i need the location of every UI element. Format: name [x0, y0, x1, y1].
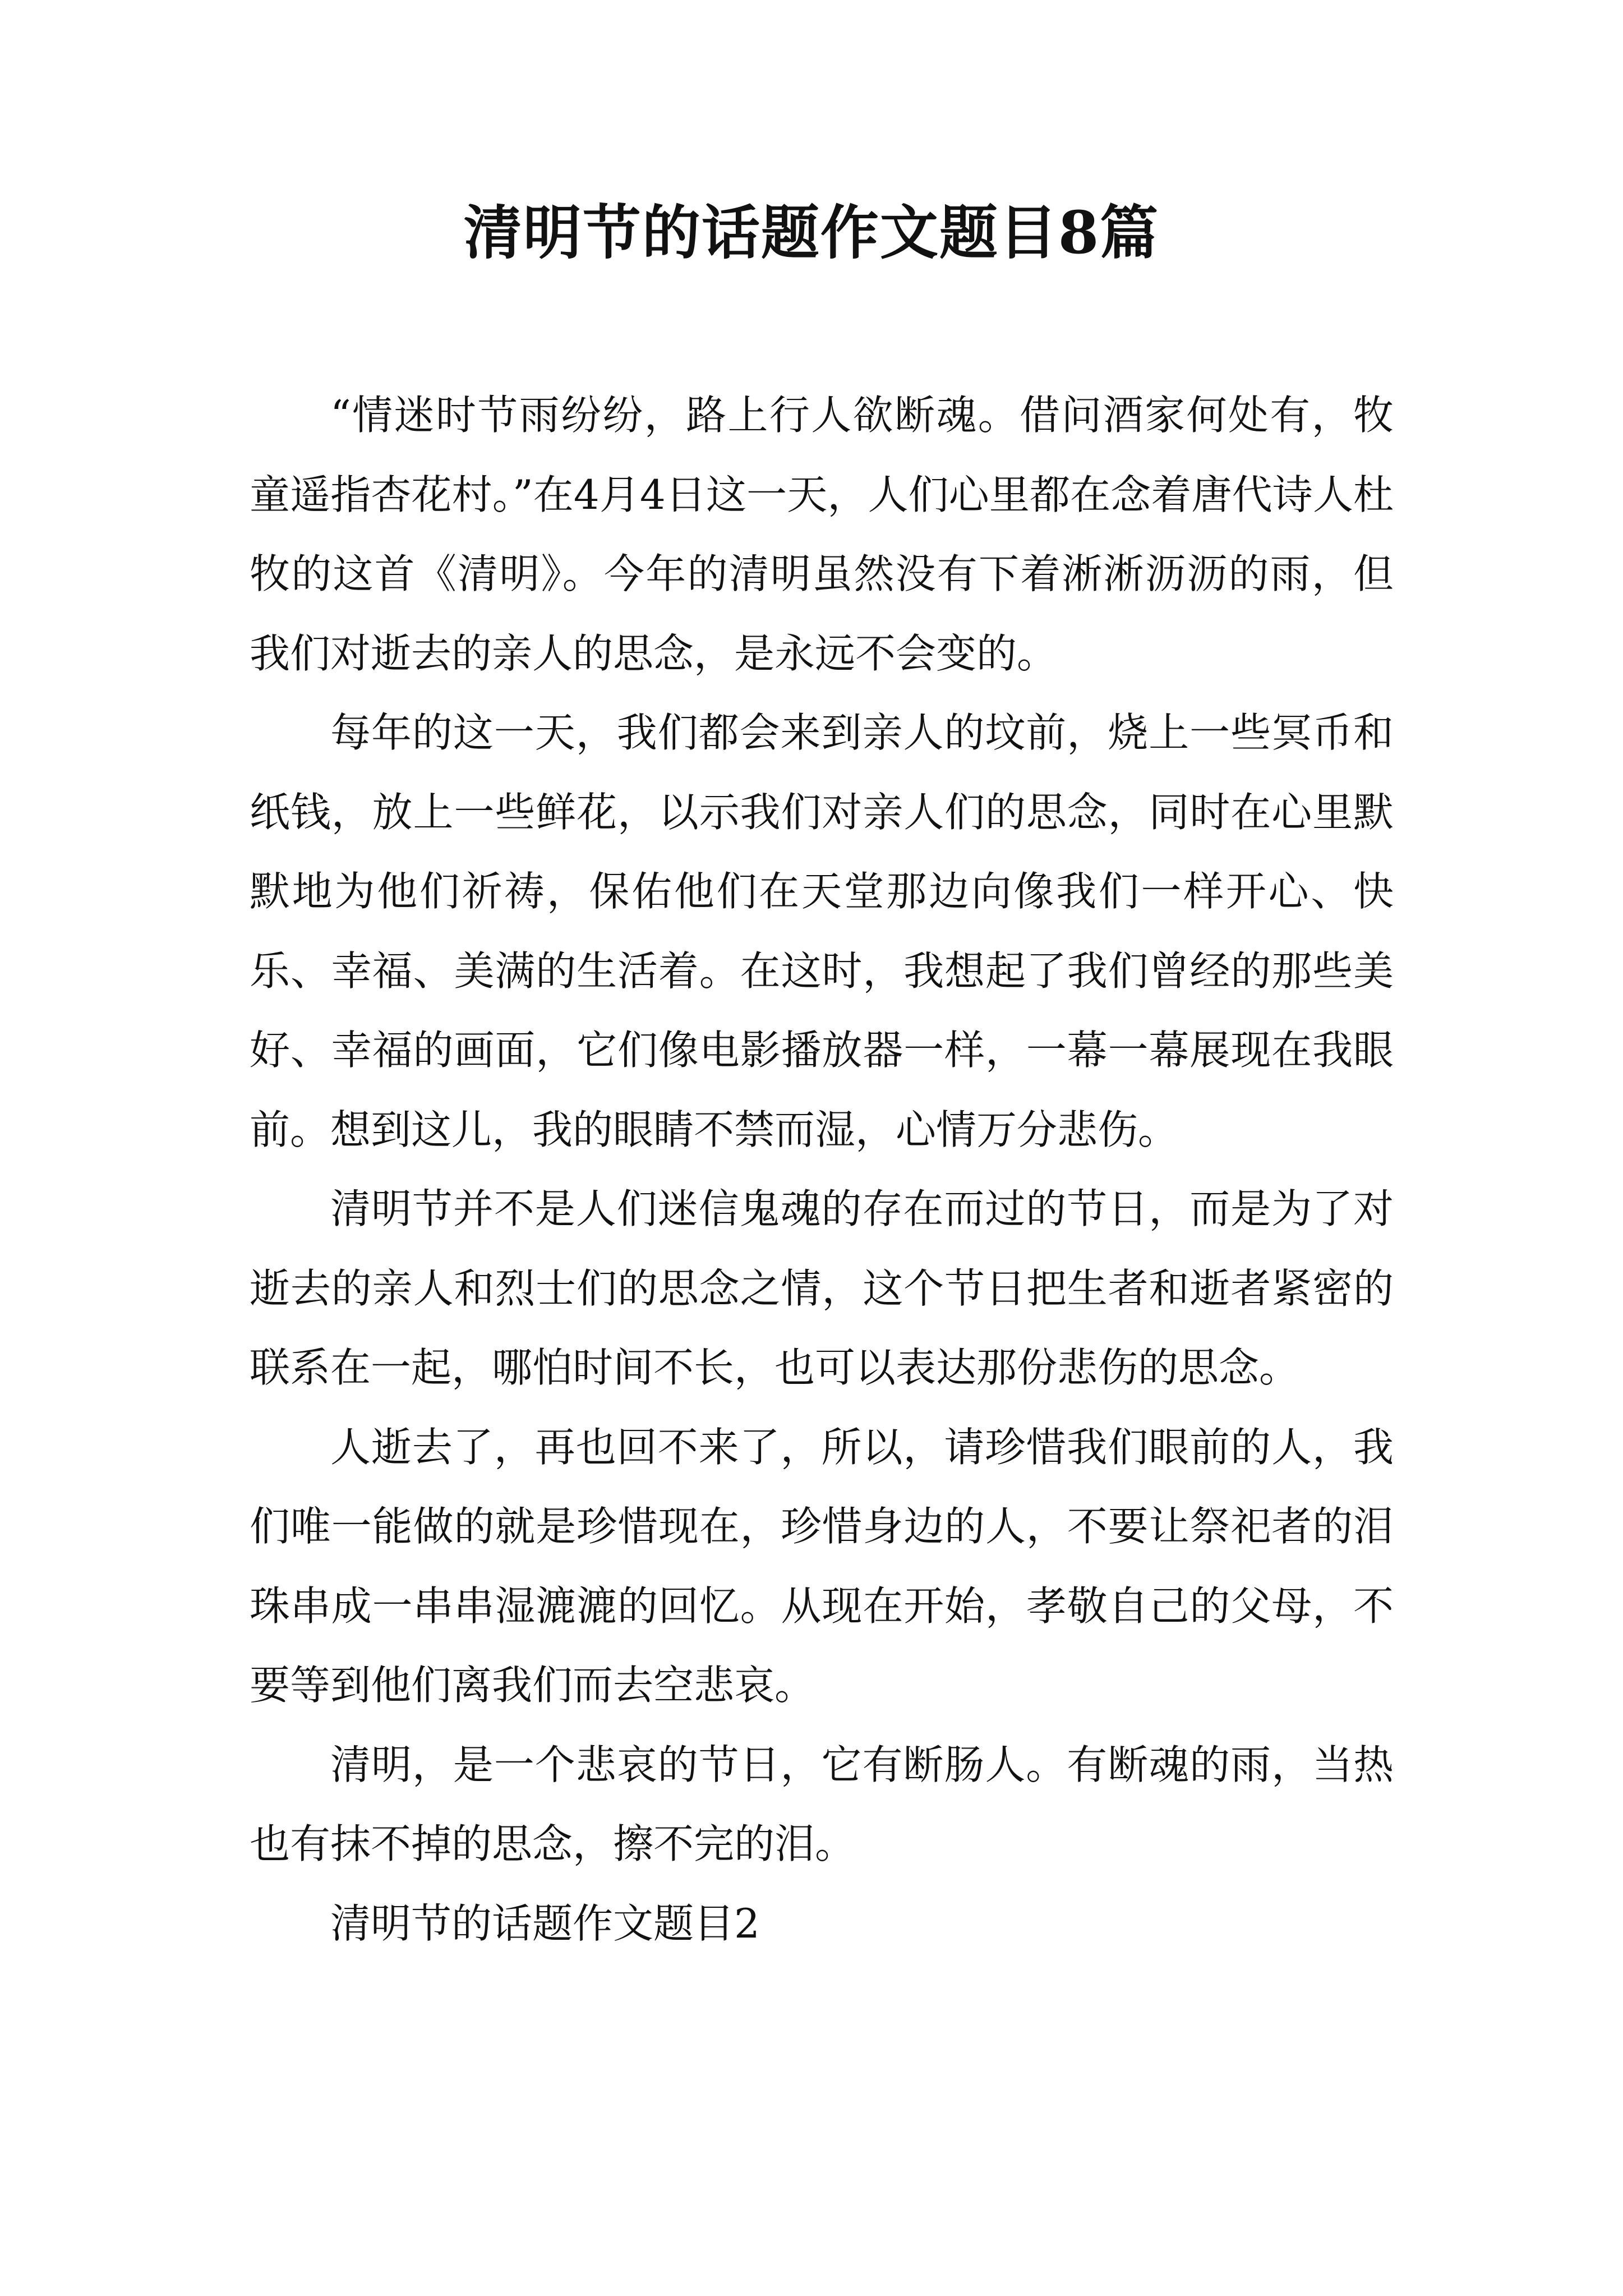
document-body — [250, 376, 1394, 1963]
paragraph: 清明节并不是人们迷信鬼魂的存在而过的节日，而是为了对逝去的亲人和烈士们的思念之情，这个节日把生者和逝者紧密的联系在一起，哪怕时间不长，也可以表达那份悲伤的思念。 — [250, 1185, 1394, 1391]
document-title: 清明节的话题作文题目8篇 — [463, 198, 1160, 267]
paragraph: 清明，是一个悲哀的节日，它有断肠人。有断魂的雨，当热也有抹不掉的思念，擦不完的泪。 — [250, 1741, 1394, 1867]
paragraph: “情迷时节雨纷纷，路上行人欲断魂。借问酒家何处有，牧童遥指杏花村。”在4月4日这一天，人们心里都在念着唐代诗人杜牧的这首《清明》。今年的清明虽然没有下着淅淅沥沥的雨，但我们对逝去的亲人的思念，是永远不会变的。 — [250, 392, 1394, 677]
section-heading: 清明节的话题作文题目2 — [330, 1899, 760, 1947]
paragraph: 人逝去了，再也回不来了，所以，请珍惜我们眼前的人，我们唯一能做的就是珍惜现在，珍惜身边的人，不要让祭祀者的泪珠串成一串串湿漉漉的回忆。从现在开始，孝敬自己的父母，不要等到他们离我们而去空悲哀。 — [250, 1423, 1394, 1709]
paragraph: 每年的这一天，我们都会来到亲人的坟前，烧上一些冥币和纸钱，放上一些鲜花，以示我们对亲人们的思念，同时在心里默默地为他们祈祷，保佑他们在天堂那边向像我们一样开心、快乐、幸福、美满的生活着。在这时，我想起了我们曾经的那些美好、幸福的画面，它们像电影播放器一样，一幕一幕展现在我眼前。想到这儿，我的眼睛不禁而湿，心情万分悲伤。 — [250, 709, 1394, 1153]
